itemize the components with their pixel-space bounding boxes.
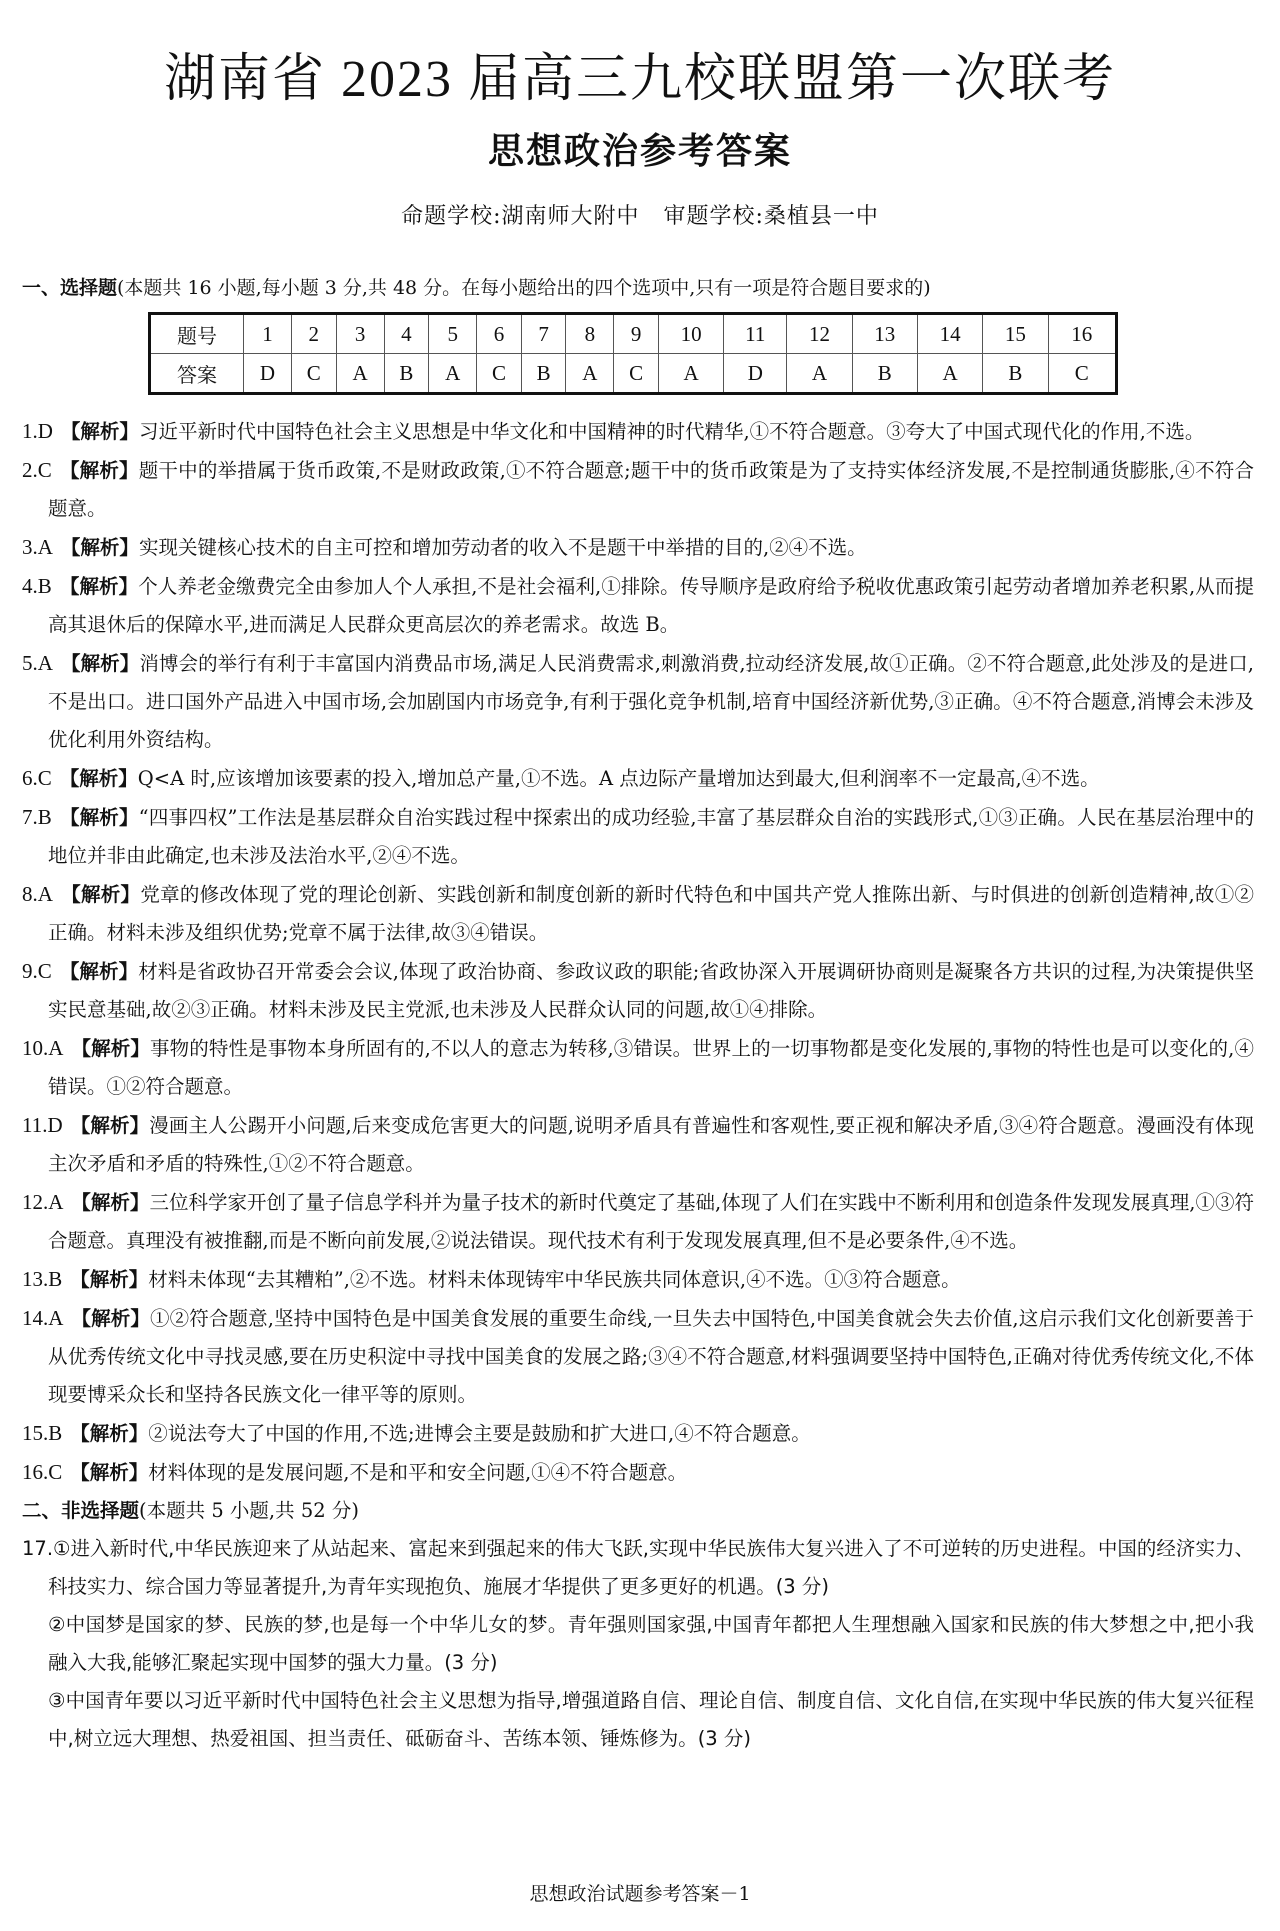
explanation-item [22, 528, 1254, 567]
explanation-item [22, 1453, 1254, 1492]
explanation-item [22, 451, 1254, 528]
answer-cell: C [1048, 354, 1116, 394]
answer-cell: D [244, 354, 292, 394]
answer-cell: C [292, 354, 337, 394]
explanation-number: 13.B [22, 1267, 63, 1291]
document-body [0, 412, 1280, 1758]
explanation-item [22, 798, 1254, 875]
answer-cell: B [521, 354, 566, 394]
answer-cell: C [477, 354, 522, 394]
explanation-text: 材料体现的是发展问题,不是和平和安全问题,①④不符合题意。 [148, 1461, 688, 1484]
answer-cell: B [983, 354, 1048, 394]
section-1-note: (本题共 16 小题,每小题 3 分,共 48 分。在每小题给出的四个选项中,只有一项是符合题目要求的) [117, 277, 931, 299]
question-number-cell: 2 [292, 314, 337, 354]
explanation-number: 6.C [22, 766, 52, 790]
explanation-number: 12.A [22, 1190, 64, 1214]
explanation-number: 9.C [22, 959, 52, 983]
analysis-tag: 【解析】 [71, 1307, 150, 1330]
question-17-answer [22, 1530, 1254, 1758]
answer-cell: B [852, 354, 917, 394]
section-2-note: (本题共 5 小题,共 52 分) [139, 1499, 359, 1522]
explanation-item [22, 567, 1254, 644]
explanation-item [22, 1029, 1254, 1106]
explanation-text: 材料是省政协召开常委会会议,体现了政治协商、参政议政的职能;省政协深入开展调研协商则是凝聚各方共识的过程,为决策提供坚实民意基础,故②③正确。材料未涉及民主党派,也未涉及人民群众认同的问题,故①④排除。 [48, 960, 1254, 1021]
answer-cell: A [566, 354, 614, 394]
explanation-number: 16.C [22, 1460, 63, 1484]
explanation-text: 实现关键核心技术的自主可控和增加劳动者的收入不是题干中举措的目的,②④不选。 [138, 536, 867, 559]
question-number-cell: 14 [917, 314, 982, 354]
explanations-list [0, 412, 1280, 1492]
question-number-cell: 6 [477, 314, 522, 354]
section-2-label: 二、非选择题 [22, 1499, 140, 1522]
analysis-tag: 【解析】 [70, 1114, 150, 1137]
explanation-text: 事物的特性是事物本身所固有的,不以人的意志为转移,③错误。世界上的一切事物都是变化发展的,事物的特性也是可以变化的,④错误。①②符合题意。 [48, 1037, 1254, 1098]
explanation-text: 漫画主人公踢开小问题,后来变成危害更大的问题,说明矛盾具有普遍性和客观性,要正视和解决矛盾,③④符合题意。漫画没有体现主次矛盾和矛盾的特殊性,①②不符合题意。 [48, 1114, 1254, 1175]
explanation-text: 消博会的举行有利于丰富国内消费品市场,满足人民消费需求,刺激消费,拉动经济发展,故①正确。②不符合题意,此处涉及的是进口,不是出口。进口国外产品进入中国市场,会加剧国内市场竞争,有利于强化竞争机制,培育中国经济新优势,③正确。④不符合题意,消博会未涉及优化利用外资结构。 [48, 652, 1254, 751]
analysis-tag: 【解析】 [59, 806, 139, 829]
q17-paragraph-text: ①进入新时代,中华民族迎来了从站起来、富起来到强起来的伟大飞跃,实现中华民族伟大复兴进入了不可逆转的历史进程。中国的经济实力、科技实力、综合国力等显著提升,为青年实现抱负、施展才华提供了更多更好的机遇。(3 分) [48, 1537, 1254, 1598]
answer-cell: B [384, 354, 429, 394]
explanation-item [22, 1260, 1254, 1299]
explanation-text: ②说法夸大了中国的作用,不选;进博会主要是鼓励和扩大进口,④不符合题意。 [148, 1422, 811, 1445]
answer-cell: A [429, 354, 477, 394]
explanation-number: 11.D [22, 1113, 63, 1137]
question-number-cell: 13 [852, 314, 917, 354]
explanation-text: 三位科学家开创了量子信息学科并为量子技术的新时代奠定了基础,体现了人们在实践中不断利用和创造条件发现发展真理,①③符合题意。真理没有被推翻,而是不断向前发展,②说法错误。现代技术有利于发现发展真理,但不是必要条件,④不选。 [48, 1191, 1254, 1252]
explanation-text: 材料未体现“去其糟粕”,②不选。材料未体现铸牢中华民族共同体意识,④不选。①③符合题意。 [148, 1268, 961, 1291]
number-row-header: 题号 [150, 314, 244, 354]
answer-cell: A [917, 354, 982, 394]
explanation-number: 7.B [22, 805, 52, 829]
explanation-item [22, 412, 1254, 451]
document-title: 湖南省 2023 届高三九校联盟第一次联考 [163, 51, 1116, 108]
analysis-tag: 【解析】 [60, 652, 140, 675]
q17-paragraph [22, 1606, 1254, 1682]
question-number-cell: 3 [336, 314, 384, 354]
explanation-text: 党章的修改体现了党的理论创新、实践创新和制度创新的新时代特色和中国共产党人推陈出新、与时俱进的创新创造精神,故①②正确。材料未涉及组织优势;党章不属于法律,故③④错误。 [48, 883, 1254, 944]
analysis-tag: 【解析】 [59, 767, 138, 790]
explanation-number: 1.D [22, 419, 53, 443]
analysis-tag: 【解析】 [71, 1191, 150, 1214]
explanation-text: “四事四权”工作法是基层群众自治实践过程中探索出的成功经验,丰富了基层群众自治的实践形式,①③正确。人民在基层治理中的地位并非由此确定,也未涉及法治水平,②④不选。 [48, 806, 1254, 867]
explanation-item [22, 952, 1254, 1029]
question-number-cell: 16 [1048, 314, 1116, 354]
explanation-item [22, 1414, 1254, 1453]
explanation-item [22, 1299, 1254, 1414]
explanation-text: ①②符合题意,坚持中国特色是中国美食发展的重要生命线,一旦失去中国特色,中国美食就会失去价值,这启示我们文化创新要善于从优秀传统文化中寻找灵感,要在历史积淀中寻找中国美食的发展之路;③④不符合题意,材料强调要坚持中国特色,正确对待优秀传统文化,不体现要博采众长和坚持各民族文化一律平等的原则。 [48, 1307, 1254, 1406]
explanation-item [22, 759, 1254, 798]
question-number-cell: 12 [787, 314, 852, 354]
q17-paragraph-text: ③中国青年要以习近平新时代中国特色社会主义思想为指导,增强道路自信、理论自信、制度自信、文化自信,在实现中华民族的伟大复兴征程中,树立远大理想、热爱祖国、担当责任、砥砺奋斗、苦练本领、锤炼修为。(3 分) [48, 1689, 1254, 1750]
setter-school: 命题学校:湖南师大附中 [401, 204, 640, 229]
question-number-cell: 5 [429, 314, 477, 354]
answer-table-answer-row [150, 354, 1117, 394]
explanation-item [22, 1106, 1254, 1183]
answer-cell: C [614, 354, 659, 394]
explanation-number: 10.A [22, 1036, 64, 1060]
analysis-tag: 【解析】 [70, 1422, 149, 1445]
question-number-cell: 11 [724, 314, 787, 354]
analysis-tag: 【解析】 [60, 420, 139, 443]
answer-table-number-row [150, 314, 1117, 354]
analysis-tag: 【解析】 [70, 1461, 149, 1484]
question-number-cell: 7 [521, 314, 566, 354]
page-footer: 思想政治试题参考答案－1 [529, 1883, 751, 1905]
explanation-item [22, 644, 1254, 759]
explanation-text: 习近平新时代中国特色社会主义思想是中华文化和中国精神的时代精华,①不符合题意。③夸大了中国式现代化的作用,不选。 [138, 420, 1205, 443]
q17-paragraph-text: ②中国梦是国家的梦、民族的梦,也是每一个中华儿女的梦。青年强则国家强,中国青年都把人生理想融入国家和民族的伟大梦想之中,把小我融入大我,能够汇聚起实现中国梦的强大力量。(3 分) [48, 1613, 1254, 1674]
explanation-text: 题干中的举措属于货币政策,不是财政政策,①不符合题意;题干中的货币政策是为了支持实体经济发展,不是控制通货膨胀,④不符合题意。 [48, 459, 1254, 520]
section-2-heading [22, 1492, 1258, 1530]
explanation-number: 8.A [22, 882, 53, 906]
schools-line [0, 202, 1280, 232]
question-number-cell: 9 [614, 314, 659, 354]
q17-paragraph [22, 1682, 1254, 1758]
analysis-tag: 【解析】 [59, 960, 139, 983]
document-subtitle: 思想政治参考答案 [487, 131, 792, 172]
question-number-cell: 1 [244, 314, 292, 354]
analysis-tag: 【解析】 [60, 883, 141, 906]
explanation-number: 15.B [22, 1421, 63, 1445]
q17-paragraph [22, 1530, 1254, 1606]
section-1-heading [22, 274, 931, 302]
question-number-cell: 10 [658, 314, 723, 354]
answer-cell: A [787, 354, 852, 394]
analysis-tag: 【解析】 [59, 575, 139, 598]
reviewer-school: 审题学校:桑植县一中 [663, 204, 879, 229]
explanation-text: 个人养老金缴费完全由参加人个人承担,不是社会福利,①排除。传导顺序是政府给予税收优惠政策引起劳动者增加养老积累,从而提高其退休后的保障水平,进而满足人民群众更高层次的养老需求。故选 B。 [48, 575, 1254, 636]
analysis-tag: 【解析】 [71, 1037, 150, 1060]
question-number-cell: 8 [566, 314, 614, 354]
answer-cell: D [724, 354, 787, 394]
explanation-item [22, 1183, 1254, 1260]
analysis-tag: 【解析】 [60, 536, 139, 559]
explanation-number: 4.B [22, 574, 52, 598]
answer-row-header: 答案 [150, 354, 244, 394]
question-number-cell: 15 [983, 314, 1048, 354]
explanation-number: 14.A [22, 1306, 64, 1330]
explanation-number: 5.A [22, 651, 53, 675]
explanation-number: 3.A [22, 535, 53, 559]
section-1-label: 一、选择题 [22, 277, 118, 299]
answer-cell: A [336, 354, 384, 394]
q17-number: 17. [22, 1537, 54, 1560]
analysis-tag: 【解析】 [59, 459, 139, 482]
explanation-text: Q<A 时,应该增加该要素的投入,增加总产量,①不选。A 点边际产量增加达到最大,但利润率不一定最高,④不选。 [137, 767, 1100, 790]
question-number-cell: 4 [384, 314, 429, 354]
explanation-item [22, 875, 1254, 952]
explanation-number: 2.C [22, 458, 52, 482]
analysis-tag: 【解析】 [70, 1268, 149, 1291]
answer-cell: A [658, 354, 723, 394]
answer-table [148, 312, 1118, 395]
